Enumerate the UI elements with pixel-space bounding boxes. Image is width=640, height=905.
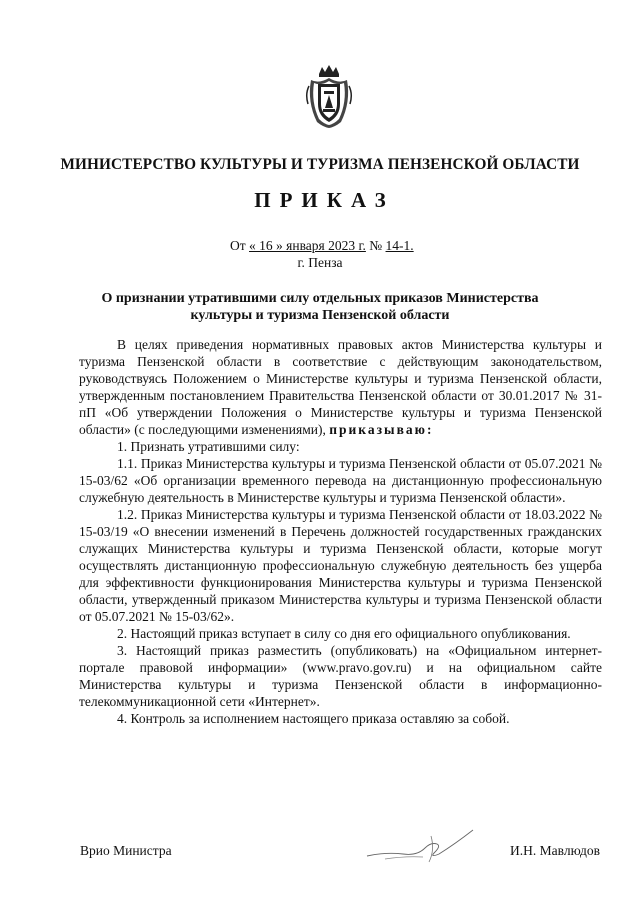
subject-line-1: О признании утратившими силу отдельных приказов Министерства bbox=[101, 291, 539, 306]
item-1: 1. Признать утратившими силу: bbox=[117, 439, 300, 454]
number-prefix: № bbox=[369, 238, 383, 253]
coat-of-arms-icon bbox=[305, 64, 353, 130]
order-word: приказываю: bbox=[329, 422, 434, 437]
ministry-name: МИНИСТЕРСТВО КУЛЬТУРЫ И ТУРИЗМА ПЕНЗЕНСКОЙ ОБЛАСТИ bbox=[60, 156, 580, 173]
item-2: 2. Настоящий приказ вступает в силу со дня его официального опубликования. bbox=[117, 626, 571, 641]
order-title: ПРИКАЗ bbox=[254, 188, 395, 212]
item-1-1: 1.1. Приказ Министерства культуры и туризма Пензенской области от 05.07.2021 № 15-03/62 «Об организации временного перевода на дистанционную профессиональную служебную деятельность в Министерстве культуры и туризма Пензенской области». bbox=[79, 456, 602, 505]
order-dateline bbox=[230, 238, 414, 254]
order-city: г. Пенза bbox=[297, 255, 343, 270]
item-4: 4. Контроль за исполнением настоящего приказа оставляю за собой. bbox=[117, 711, 510, 726]
subject-line-2: культуры и туризма Пензенской области bbox=[190, 308, 450, 323]
signer-position: Врио Министра bbox=[80, 843, 172, 858]
date-prefix: От bbox=[230, 238, 246, 253]
order-number: 14-1. bbox=[385, 238, 414, 253]
item-3: 3. Настоящий приказ разместить (опубликовать) на «Официальном интернет-портале правовой информации» (www.pravo.gov.ru) и на официальном сайте Министерства культуры и туризма Пензенской области в информационно-телекоммуникационной сети «Интернет». bbox=[79, 643, 602, 709]
preamble-paragraph bbox=[79, 336, 602, 438]
preamble-text: В целях приведения нормативных правовых актов Министерства культуры и туризма Пензенской области в соответствие с действующим законодательством, руководствуясь Положением о Министерстве культуры и туризма Пензенской области, утвержденным постановлением Правительства Пензенской области от 30.01.2017 № 31-пП «Об утверждении Положения о Министерстве культуры и туризма Пензенской области» (с последующими изменениями), bbox=[79, 337, 602, 437]
handwritten-signature-icon bbox=[365, 826, 475, 864]
order-body bbox=[79, 336, 602, 727]
signer-name: И.Н. Мавлюдов bbox=[510, 843, 600, 858]
item-1-2: 1.2. Приказ Министерства культуры и туризма Пензенской области от 18.03.2022 № 15-03/19 «О внесении изменений в Перечень должностей государственных гражданских служащих Министерства культуры и туризма Пензенской области, которые могут осуществлять дистанционную профессиональную служебную деятельность без ущерба для эффективности функционирования Министерства культуры и туризма Пензенской области, утвержденный приказом Министерства культуры и туризма Пензенской области от 05.07.2021 № 15-03/62». bbox=[79, 507, 602, 624]
order-subject bbox=[60, 290, 580, 324]
order-date: « 16 » января 2023 г. bbox=[249, 238, 366, 253]
